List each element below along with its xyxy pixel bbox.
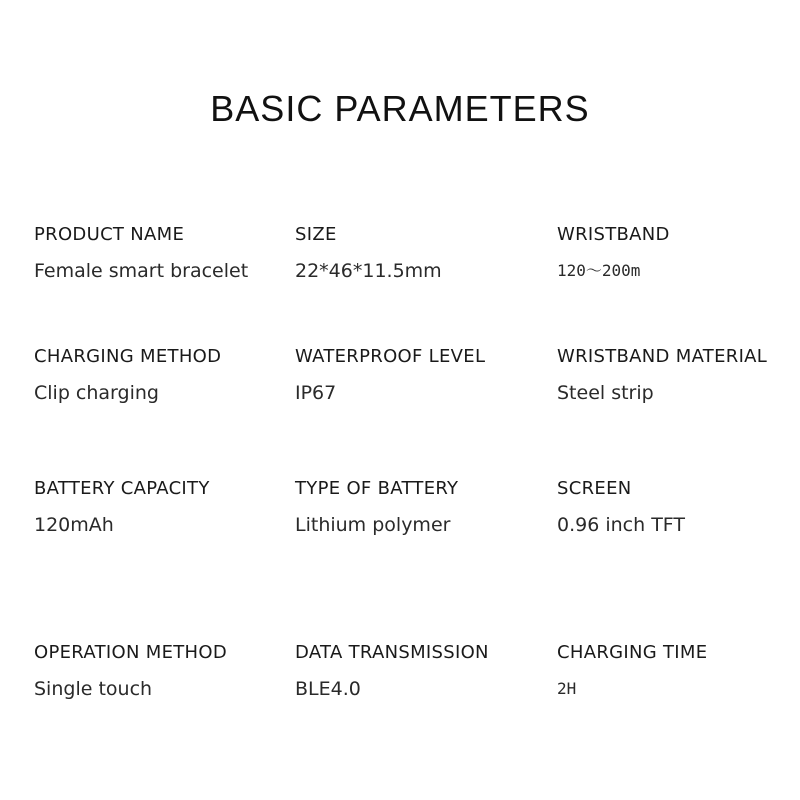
param-size	[295, 223, 555, 283]
param-value: BLE4.0	[295, 678, 361, 700]
param-value: 120mAh	[34, 514, 114, 536]
param-label: WATERPROOF LEVEL	[295, 346, 486, 367]
param-value: Steel strip	[557, 382, 654, 404]
param-label: DATA TRANSMISSION	[295, 642, 489, 663]
param-label: CHARGING TIME	[557, 642, 708, 663]
param-battery-capacity	[34, 477, 294, 537]
param-charging-time	[557, 641, 800, 701]
param-value: 22*46*11.5mm	[295, 260, 442, 282]
param-waterproof-level	[295, 345, 555, 405]
param-value: 0.96 inch TFT	[557, 514, 685, 536]
param-screen	[557, 477, 800, 537]
param-wristband-material	[557, 345, 800, 405]
param-label: TYPE OF BATTERY	[295, 478, 459, 499]
param-label: PRODUCT NAME	[34, 224, 185, 245]
param-value: Single touch	[34, 678, 153, 700]
param-operation-method	[34, 641, 294, 701]
param-label: SCREEN	[557, 478, 632, 499]
param-label: WRISTBAND MATERIAL	[557, 346, 768, 367]
param-product-name	[34, 223, 294, 283]
param-label: SIZE	[295, 224, 337, 245]
param-value: Female smart bracelet	[34, 260, 249, 282]
page-title: BASIC PARAMETERS	[210, 88, 590, 129]
param-charging-method	[34, 345, 294, 405]
param-label: WRISTBAND	[557, 224, 670, 245]
param-value: 2H	[557, 679, 577, 698]
param-data-transmission	[295, 641, 555, 701]
param-type-of-battery	[295, 477, 555, 537]
param-label: CHARGING METHOD	[34, 346, 222, 367]
param-value: IP67	[295, 382, 337, 404]
param-value: 120～200m	[557, 261, 641, 280]
param-wristband	[557, 223, 800, 283]
param-label: OPERATION METHOD	[34, 642, 228, 663]
param-value: Clip charging	[34, 382, 159, 404]
param-value: Lithium polymer	[295, 514, 451, 536]
param-label: BATTERY CAPACITY	[34, 478, 210, 499]
